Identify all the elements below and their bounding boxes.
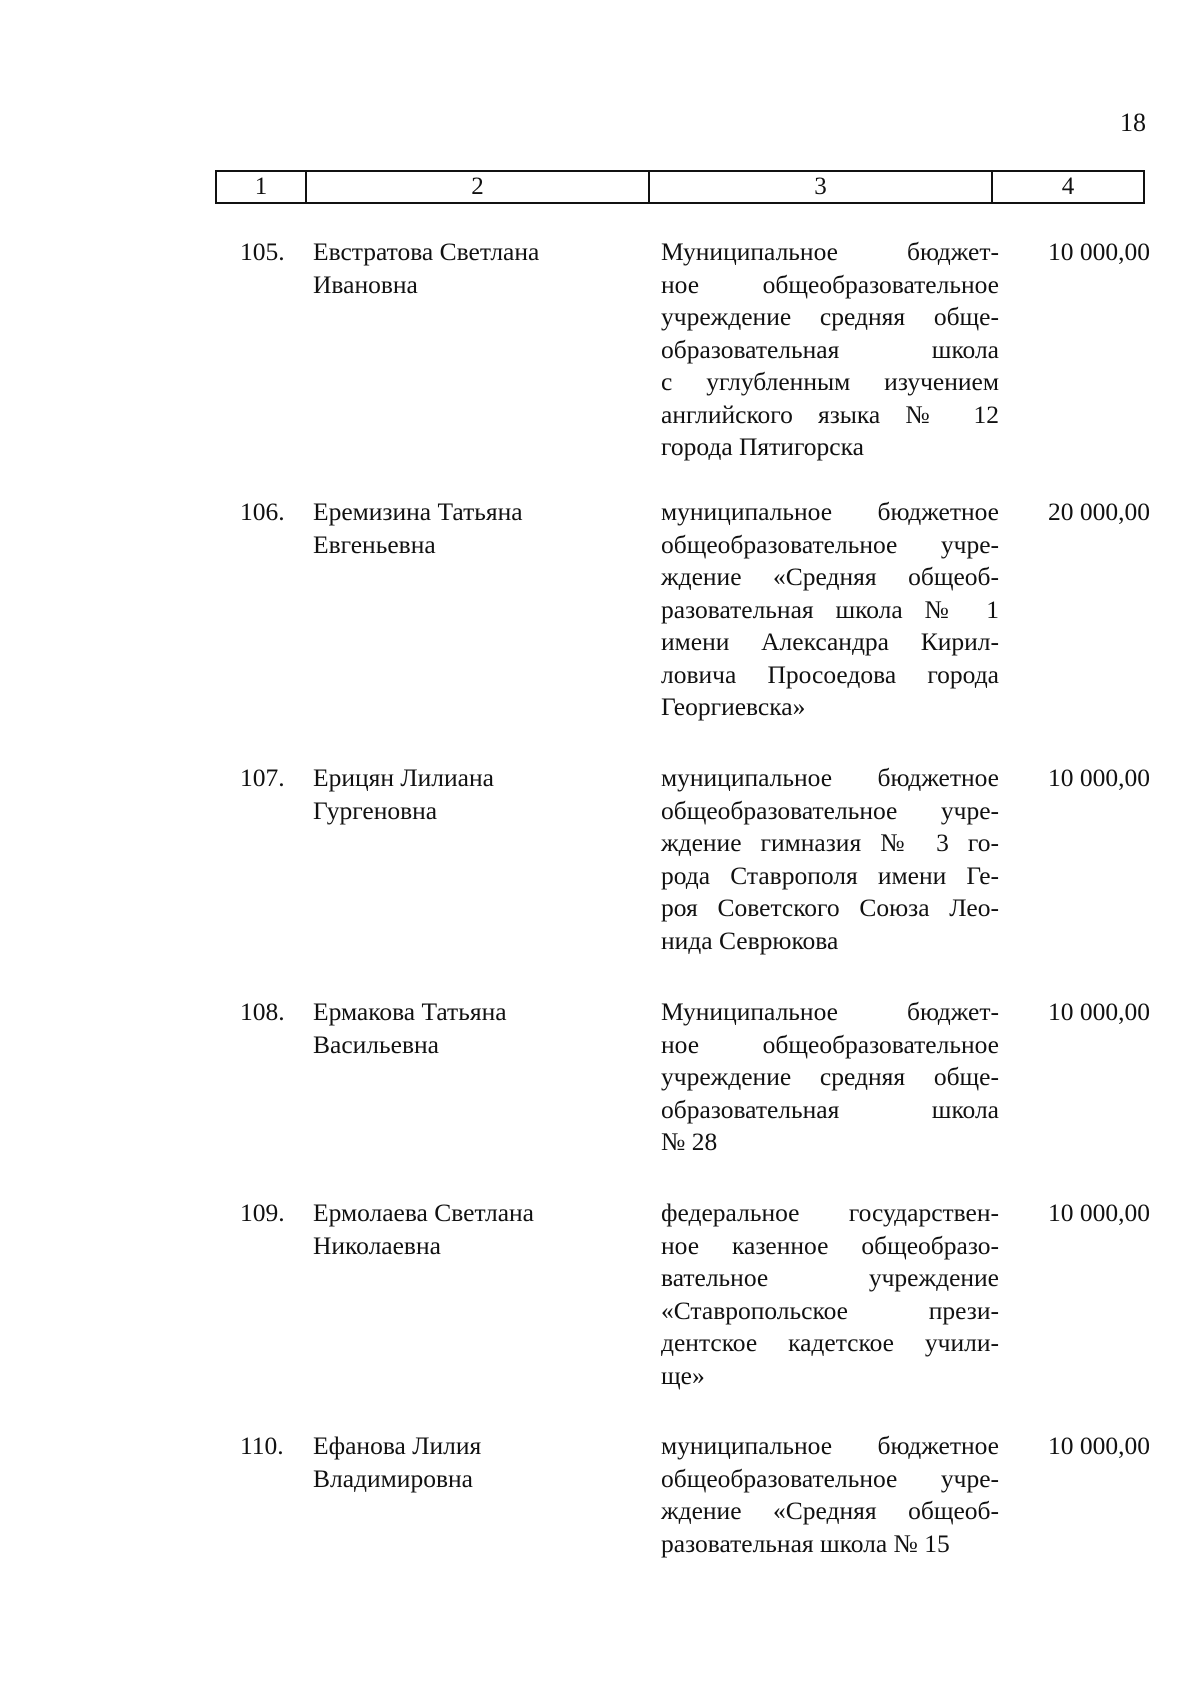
organization-name — [661, 236, 999, 464]
organization-line: ное общеобразовательное — [661, 269, 999, 299]
organization-line: учреждение средняя обще- — [661, 302, 999, 331]
organization-name — [661, 496, 999, 724]
organization-line: ждение гимназия № 3 го- — [661, 828, 999, 857]
organization-line: «Ставропольское прези- — [661, 1295, 999, 1325]
row-number: 107. — [240, 763, 285, 792]
recipient-name — [313, 996, 613, 1061]
recipient-name-line: Васильевна — [313, 1029, 439, 1059]
amount: 10 000,00 — [1048, 237, 1150, 266]
row-number: 106. — [240, 497, 285, 526]
amount: 10 000,00 — [1048, 997, 1150, 1026]
row-number: 105. — [240, 237, 285, 266]
recipient-name — [313, 496, 613, 561]
recipient-name-line: Гургеновна — [313, 795, 438, 825]
organization-line: имени Александра Кирил- — [661, 627, 999, 656]
recipient-name-line: Ивановна — [313, 269, 418, 299]
organization-line: ждение «Средняя общеоб- — [661, 562, 999, 591]
organization-line: ще» — [661, 1360, 705, 1390]
organization-line: с углубленным изучением — [661, 367, 999, 396]
organization-name — [661, 996, 999, 1159]
organization-line: федеральное государствен- — [661, 1198, 999, 1227]
organization-line: роя Советского Союза Лео- — [661, 893, 999, 922]
recipient-name-line: Еремизина Татьяна — [313, 497, 523, 526]
organization-line: Муниципальное бюджет- — [661, 237, 999, 266]
organization-name — [661, 1430, 999, 1560]
page-number: 18 — [1120, 108, 1146, 137]
organization-line: образовательная школа — [661, 334, 999, 364]
recipient-name-line: Николаевна — [313, 1230, 441, 1260]
recipient-name-line: Ефанова Лилия — [313, 1431, 482, 1460]
organization-line: ное общеобразовательное — [661, 1029, 999, 1059]
organization-line: образовательная школа — [661, 1094, 999, 1124]
organization-line: общеобразовательное учре- — [661, 529, 999, 559]
organization-line: учреждение средняя обще- — [661, 1062, 999, 1091]
recipient-name — [313, 1430, 613, 1495]
recipient-name — [313, 1197, 613, 1262]
organization-line: муниципальное бюджетное — [661, 497, 999, 526]
organization-line: ловича Просоедова города — [661, 659, 999, 689]
organization-line: общеобразовательное учре- — [661, 795, 999, 825]
column-header-4: 4 — [1061, 173, 1075, 200]
organization-line: Георгиевска» — [661, 692, 806, 721]
recipient-name-line: Евстратова Светлана — [313, 237, 540, 266]
organization-line: нида Севрюкова — [661, 925, 839, 955]
recipient-name-line: Евгеньевна — [313, 529, 436, 559]
recipient-name-line: Ермолаева Светлана — [313, 1198, 534, 1227]
row-number: 110. — [240, 1431, 284, 1460]
recipient-name-line: Владимировна — [313, 1463, 473, 1493]
amount: 10 000,00 — [1048, 1198, 1150, 1227]
column-header-3: 3 — [650, 172, 993, 202]
column-header-1: 1 — [217, 172, 307, 202]
column-header-2: 2 — [307, 172, 650, 202]
recipient-name — [313, 236, 613, 301]
organization-line: общеобразовательное учре- — [661, 1463, 999, 1493]
recipient-name — [313, 762, 613, 827]
row-number: 108. — [240, 997, 285, 1026]
row-number: 109. — [240, 1198, 285, 1227]
organization-line: Муниципальное бюджет- — [661, 997, 999, 1026]
amount: 10 000,00 — [1048, 763, 1150, 792]
organization-line: города Пятигорска — [661, 432, 864, 461]
organization-line: рода Ставрополя имени Ге- — [661, 860, 999, 890]
organization-line: ное казенное общеобразо- — [661, 1230, 999, 1260]
organization-line: разовательная школа № 1 — [661, 594, 999, 624]
organization-name — [661, 1197, 999, 1392]
organization-line: муниципальное бюджетное — [661, 1431, 999, 1460]
organization-line: № 28 — [661, 1127, 718, 1156]
column-header-row — [215, 170, 1145, 204]
organization-line: вательное учреждение — [661, 1263, 999, 1292]
organization-line: ждение «Средняя общеоб- — [661, 1496, 999, 1525]
recipient-name-line: Ермакова Татьяна — [313, 997, 507, 1026]
organization-line: английского языка № 12 — [661, 399, 999, 429]
organization-line: дентское кадетское учили- — [661, 1328, 999, 1357]
amount: 10 000,00 — [1048, 1431, 1150, 1460]
organization-name — [661, 762, 999, 957]
amount: 20 000,00 — [1048, 497, 1150, 526]
recipient-name-line: Ерицян Лилиана — [313, 763, 494, 792]
organization-line: муниципальное бюджетное — [661, 763, 999, 792]
organization-line: разовательная школа № 15 — [661, 1528, 950, 1558]
